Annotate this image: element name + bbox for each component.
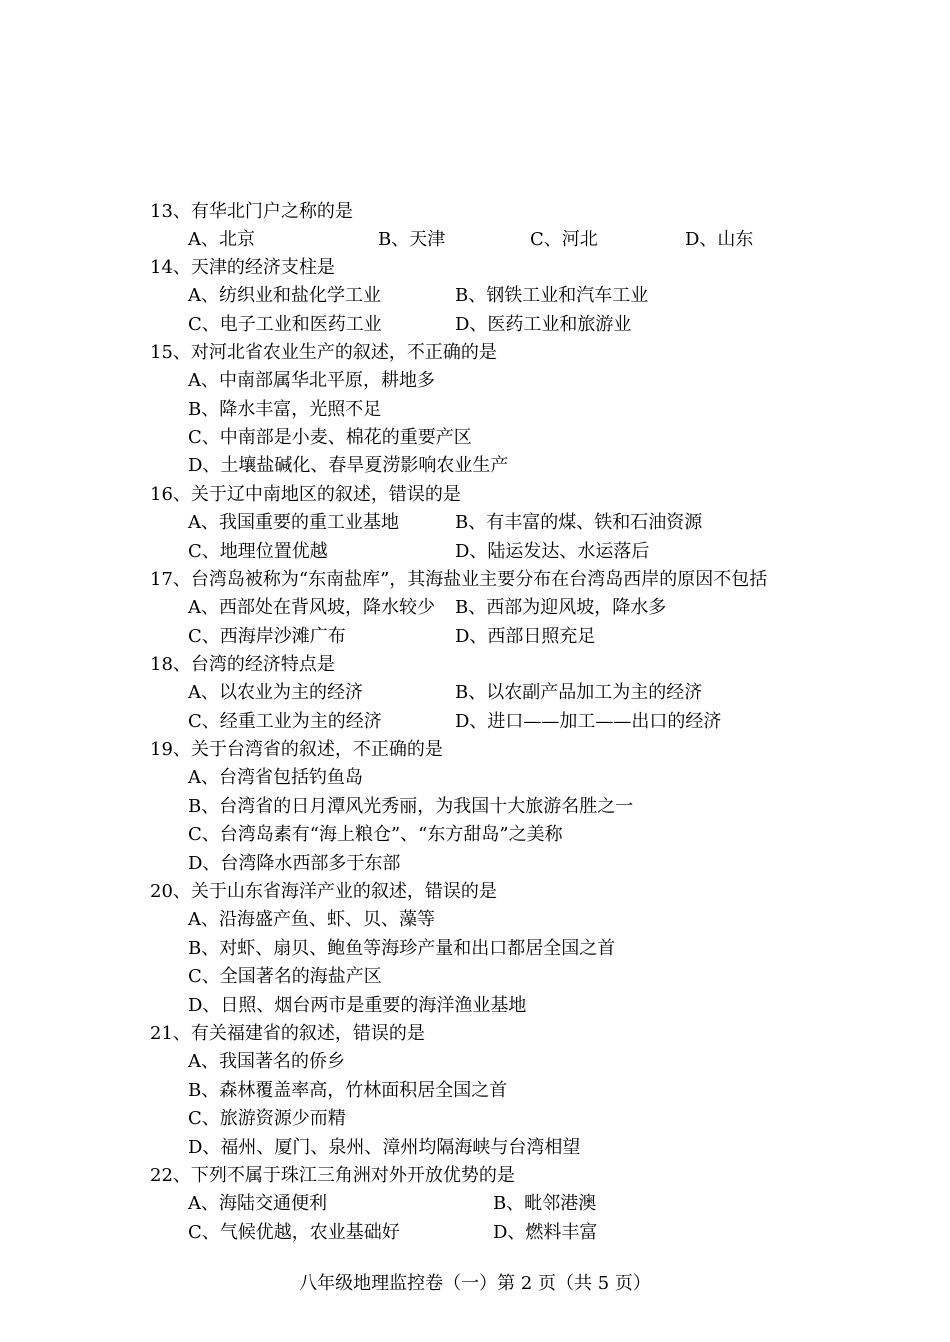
option: A、台湾省包括钓鱼岛 bbox=[188, 767, 363, 788]
option: D、西部日照充足 bbox=[455, 626, 596, 647]
option: B、钢铁工业和汽车工业 bbox=[455, 285, 649, 306]
question-stem: 20、关于山东省海洋产业的叙述，错误的是 bbox=[150, 881, 497, 902]
option: B、森林覆盖率高，竹林面积居全国之首 bbox=[188, 1080, 508, 1101]
question-stem: 19、关于台湾省的叙述，不正确的是 bbox=[150, 739, 443, 760]
option: C、气候优越，农业基础好 bbox=[188, 1222, 400, 1243]
option: B、降水丰富，光照不足 bbox=[188, 399, 382, 420]
option: A、我国著名的侨乡 bbox=[188, 1051, 345, 1072]
option: C、地理位置优越 bbox=[188, 541, 328, 562]
option: A、中南部属华北平原，耕地多 bbox=[188, 370, 435, 391]
option: A、海陆交通便利 bbox=[188, 1193, 327, 1214]
option: A、我国重要的重工业基地 bbox=[188, 512, 399, 533]
option: B、有丰富的煤、铁和石油资源 bbox=[455, 512, 703, 533]
option: C、全国著名的海盐产区 bbox=[188, 966, 382, 987]
question-stem: 22、下列不属于珠江三角洲对外开放优势的是 bbox=[150, 1165, 515, 1186]
question-stem: 17、台湾岛被称为“东南盐库”，其海盐业主要分布在台湾岛西岸的原因不包括 bbox=[150, 569, 768, 590]
option: D、土壤盐碱化、春旱夏涝影响农业生产 bbox=[188, 455, 509, 476]
option: C、旅游资源少而精 bbox=[188, 1108, 346, 1129]
option: B、西部为迎风坡，降水多 bbox=[455, 597, 667, 618]
option: C、河北 bbox=[530, 229, 598, 250]
option: B、天津 bbox=[378, 229, 446, 250]
question-stem: 15、对河北省农业生产的叙述，不正确的是 bbox=[150, 342, 497, 363]
option: D、陆运发达、水运落后 bbox=[455, 541, 650, 562]
option: B、台湾省的日月潭风光秀丽，为我国十大旅游名胜之一 bbox=[188, 796, 634, 817]
option: D、日照、烟台两市是重要的海洋渔业基地 bbox=[188, 995, 527, 1016]
option: B、以农副产品加工为主的经济 bbox=[455, 682, 703, 703]
option: D、台湾降水西部多于东部 bbox=[188, 853, 401, 874]
question-stem: 13、有华北门户之称的是 bbox=[150, 201, 353, 222]
option: C、台湾岛素有“海上粮仓”、“东方甜岛”之美称 bbox=[188, 824, 563, 845]
option: D、福州、厦门、泉州、漳州均隔海峡与台湾相望 bbox=[188, 1137, 581, 1158]
option: B、毗邻港澳 bbox=[493, 1193, 597, 1214]
question-stem: 18、台湾的经济特点是 bbox=[150, 654, 335, 675]
option: A、以农业为主的经济 bbox=[188, 682, 363, 703]
page-footer: 八年级地理监控卷（一）第 2 页（共 5 页） bbox=[299, 1273, 651, 1294]
question-stem: 14、天津的经济支柱是 bbox=[150, 257, 335, 278]
option: A、西部处在背风坡，降水较少 bbox=[188, 597, 435, 618]
option: C、电子工业和医药工业 bbox=[188, 314, 382, 335]
option: D、医药工业和旅游业 bbox=[455, 314, 632, 335]
option: A、纺织业和盐化学工业 bbox=[188, 285, 381, 306]
option: C、中南部是小麦、棉花的重要产区 bbox=[188, 427, 472, 448]
option: C、经重工业为主的经济 bbox=[188, 711, 382, 732]
question-stem: 16、关于辽中南地区的叙述，错误的是 bbox=[150, 484, 461, 505]
option: A、北京 bbox=[188, 229, 255, 250]
option: A、沿海盛产鱼、虾、贝、藻等 bbox=[188, 909, 435, 930]
option: D、进口——加工——出口的经济 bbox=[455, 711, 722, 732]
option: C、西海岸沙滩广布 bbox=[188, 626, 346, 647]
option: D、燃料丰富 bbox=[493, 1222, 598, 1243]
option: B、对虾、扇贝、鲍鱼等海珍产量和出口都居全国之首 bbox=[188, 938, 616, 959]
question-stem: 21、有关福建省的叙述，错误的是 bbox=[150, 1023, 425, 1044]
option: D、山东 bbox=[685, 229, 754, 250]
